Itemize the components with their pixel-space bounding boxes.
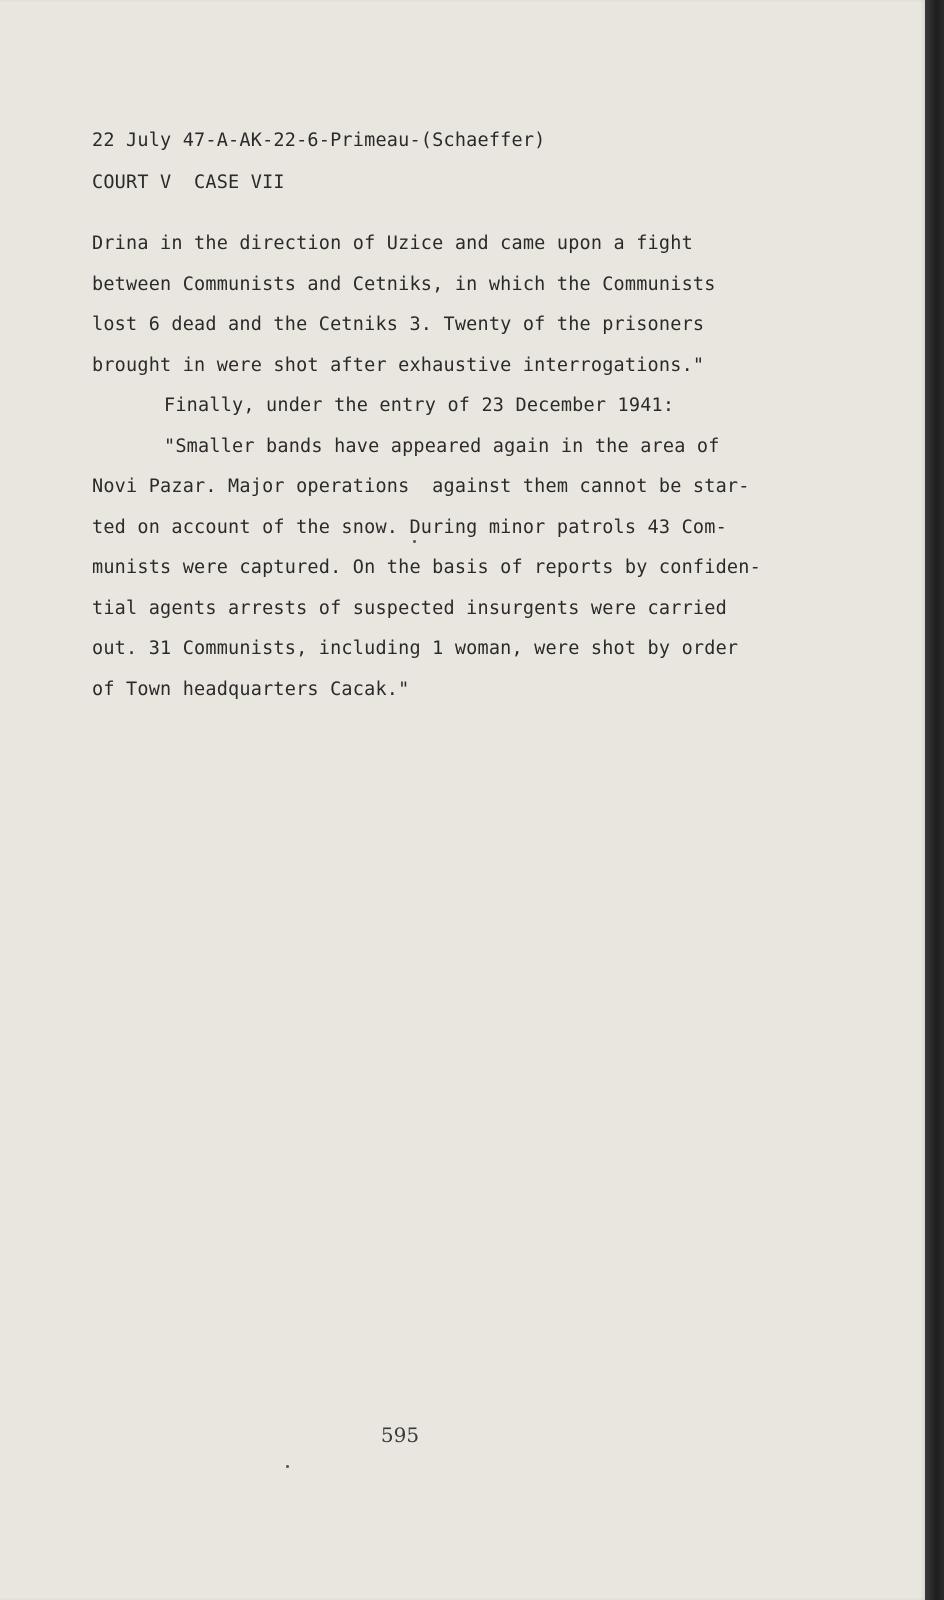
court-case-line: COURT V CASE VII [92, 172, 285, 193]
page-edge-shadow [925, 0, 944, 1600]
paper-speck [413, 540, 416, 543]
body-line: Novi Pazar. Major operations against them cannot be star- [92, 476, 750, 497]
body-line: of Town headquarters Cacak." [92, 678, 410, 700]
body-line: out. 31 Communists, including 1 woman, were shot by order [92, 638, 739, 659]
document-body [92, 232, 761, 718]
body-line: between Communists and Cetniks, in which the Communists [92, 273, 716, 295]
document-reference-line: 22 July 47-A-AK-22-6-Primeau-(Schaeffer) [92, 130, 546, 151]
page-number [0, 1423, 800, 1447]
body-line: brought in were shot after exhaustive interrogations." [92, 354, 705, 376]
body-line: Drina in the direction of Uzice and came upon a fight [92, 233, 693, 254]
body-line: tial agents arrests of suspected insurgents were carried [92, 597, 727, 619]
paper-speck [286, 1465, 289, 1468]
body-line: ted on account of the snow. During minor patrols 43 Com- [92, 516, 727, 538]
body-line: Finally, under the entry of 23 December 1941: [164, 395, 675, 416]
page-number-text: 595 [380, 1423, 420, 1447]
body-line: lost 6 dead and the Cetniks 3. Twenty of the prisoners [92, 314, 705, 335]
body-line: munists were captured. On the basis of reports by confiden- [92, 557, 761, 578]
body-line: "Smaller bands have appeared again in the area of [164, 435, 720, 457]
